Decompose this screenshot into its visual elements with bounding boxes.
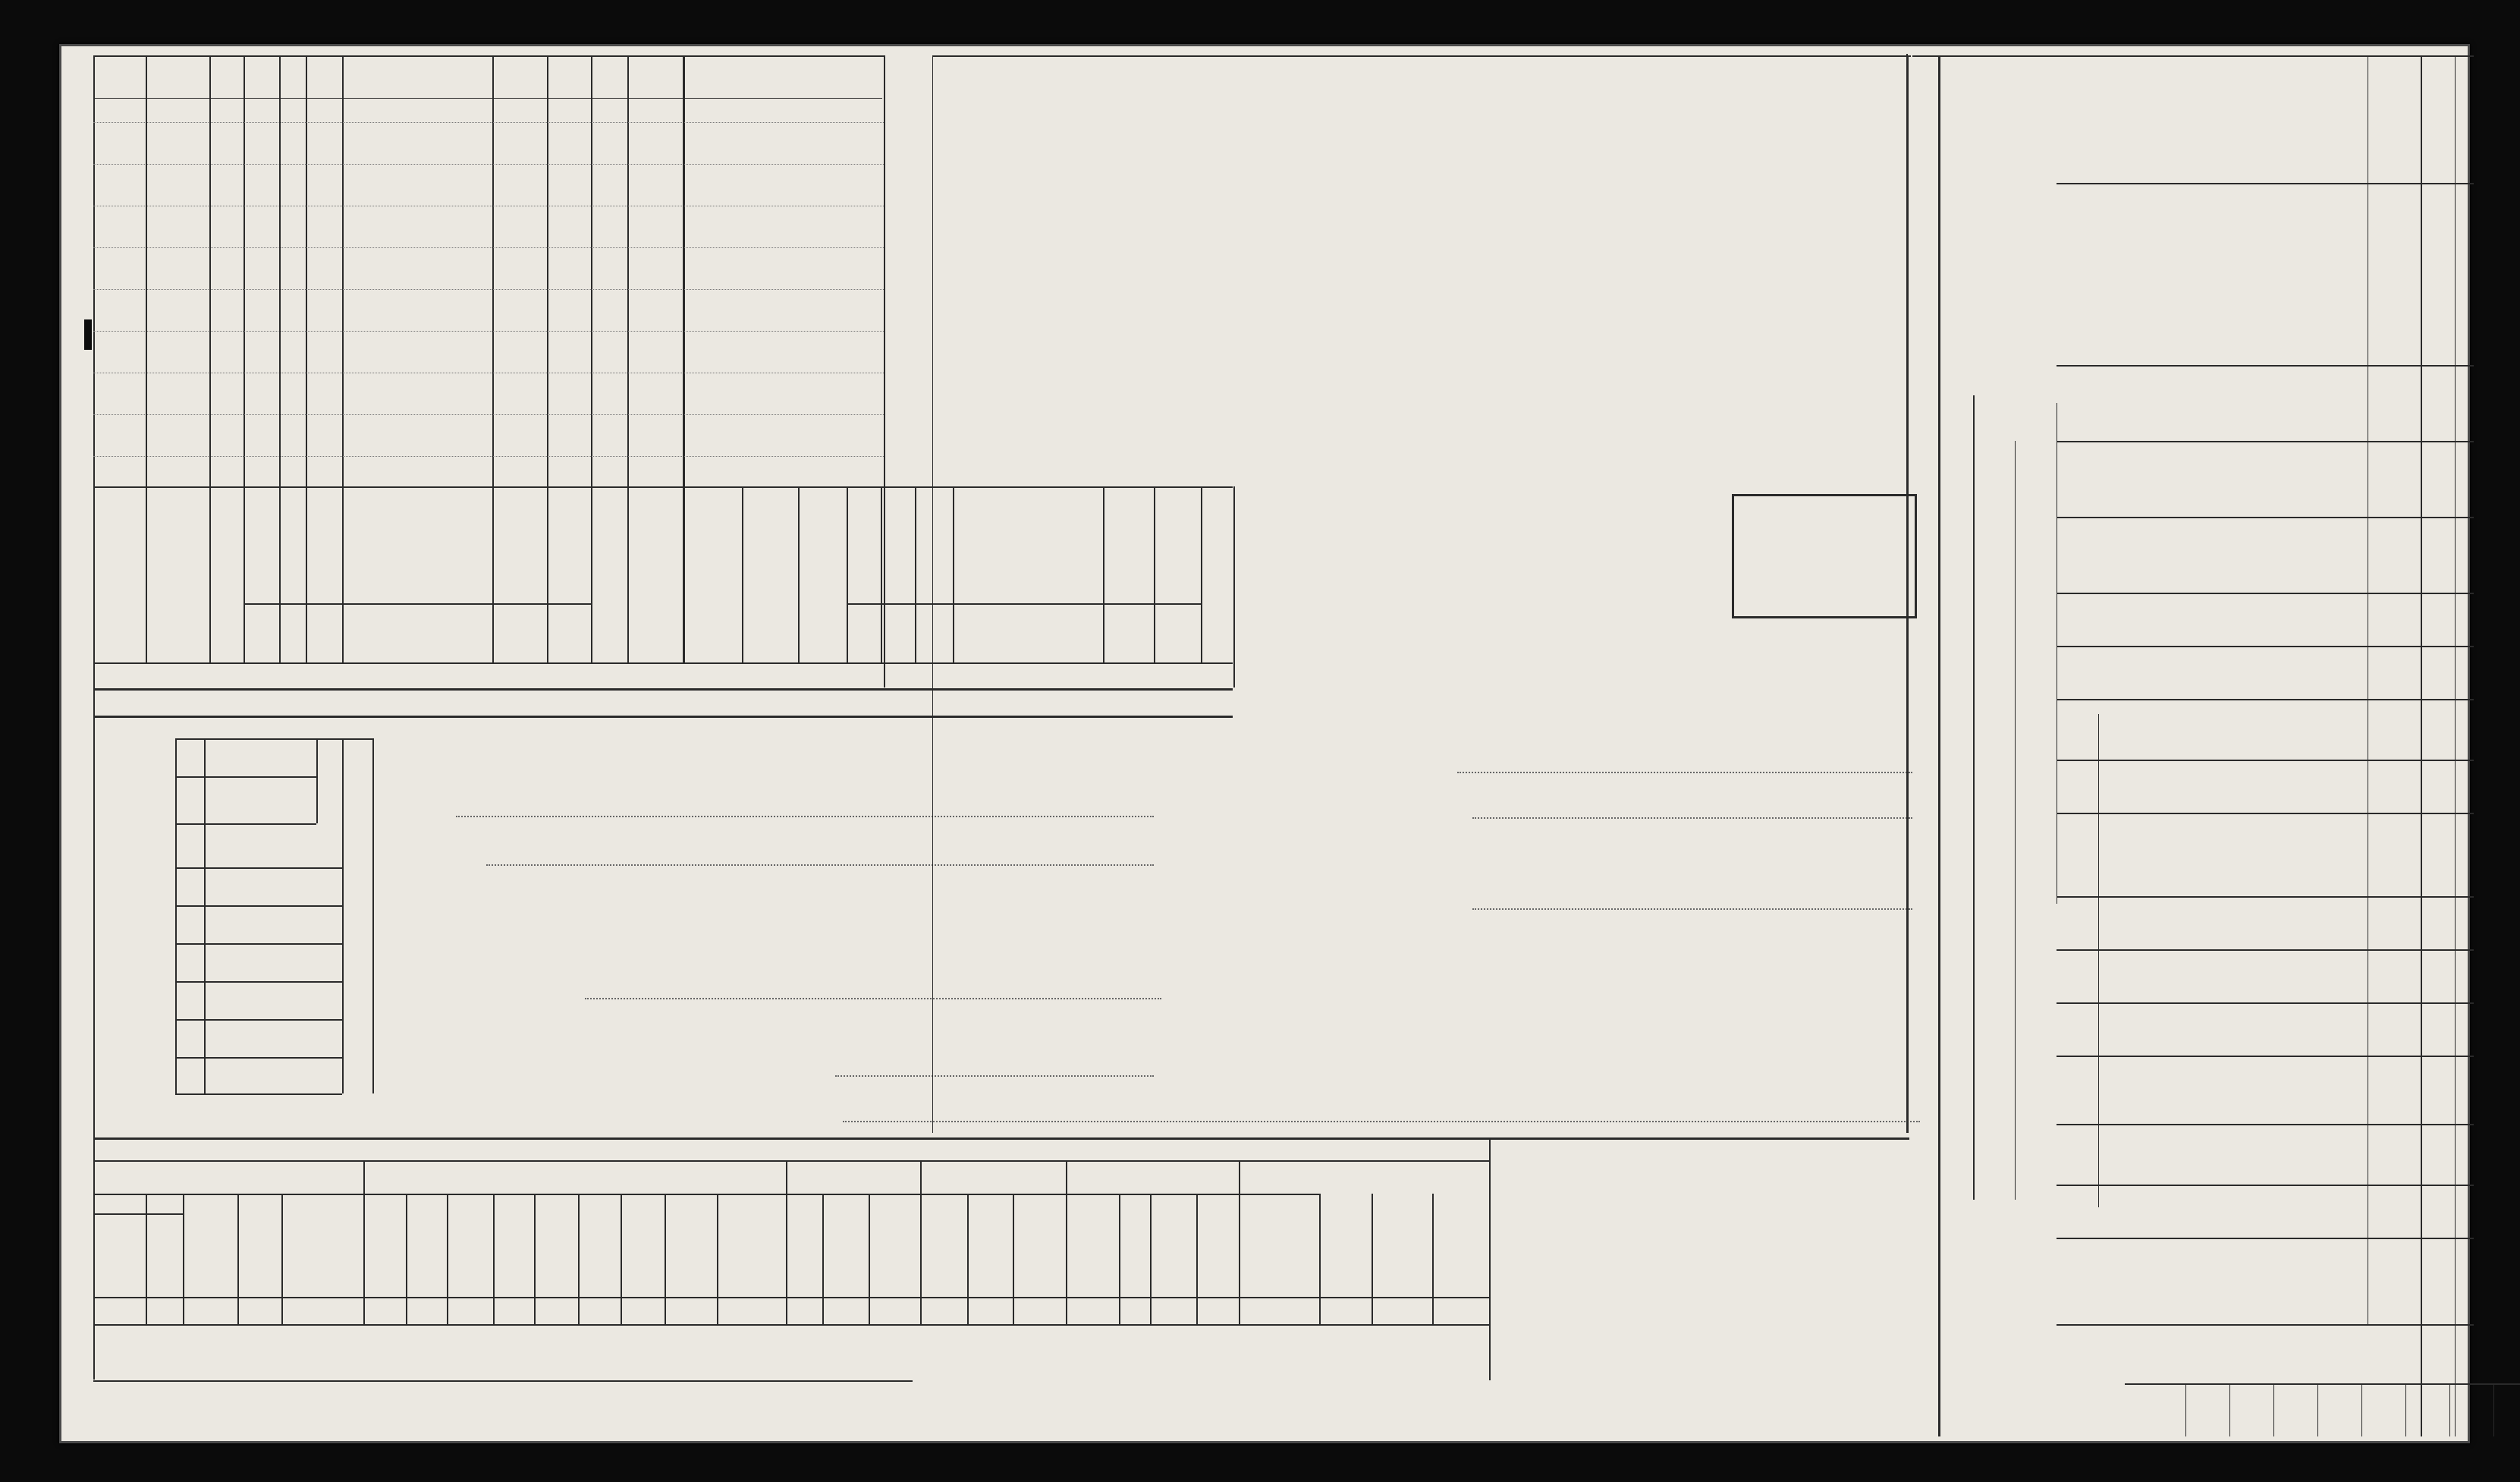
field-underline [486, 864, 1154, 866]
field-underline [843, 1121, 1920, 1122]
field-underline [1472, 908, 1912, 910]
rule-line [884, 486, 1233, 488]
rule-line [93, 1297, 1489, 1298]
column-label [1202, 512, 1232, 662]
land-column-label [2368, 367, 2421, 439]
land-column-number [2422, 1124, 2454, 1185]
land-column-number [2422, 55, 2454, 183]
rule-line [244, 603, 342, 605]
census-card [59, 44, 2470, 1443]
land-column-number [2422, 1185, 2454, 1238]
row-line [93, 331, 884, 332]
column-label [495, 1197, 533, 1294]
row-line [93, 289, 884, 290]
rule-line [363, 1194, 786, 1195]
row-line [93, 122, 884, 123]
land-column-number [2422, 760, 2454, 813]
column-label [365, 1197, 404, 1294]
rule-line [1973, 395, 1975, 1200]
land-column-label [2368, 1125, 2421, 1183]
plows-group-label [318, 740, 341, 822]
land-row-label [2405, 1385, 2448, 1433]
inventory-number [177, 823, 203, 867]
column-label [629, 512, 681, 662]
column-label [580, 1197, 619, 1294]
rule-line [1489, 1137, 1491, 1380]
column-label [743, 512, 797, 662]
rule-line [1233, 486, 1235, 688]
rule-line [932, 55, 933, 1133]
rule-line [372, 738, 374, 1093]
rule-line [847, 603, 953, 605]
inventory-number [177, 867, 203, 905]
land-column-label [2368, 1004, 2421, 1054]
column-label [147, 1215, 181, 1294]
inventory-number [177, 1019, 203, 1057]
column-label [1155, 512, 1199, 603]
field-underline [835, 1075, 1154, 1077]
rule-line [953, 486, 954, 662]
land-column-number [2422, 813, 2454, 896]
land-row-label [2361, 1385, 2404, 1433]
column-label [1104, 512, 1152, 603]
ukreplennye-label [2016, 919, 2056, 1109]
rule-line [93, 1194, 363, 1195]
column-label [1152, 1197, 1195, 1294]
field-underline [1472, 817, 1912, 819]
land-column-label [2368, 1186, 2421, 1236]
field-underline [1457, 772, 1912, 773]
land-column-label [2368, 1239, 2421, 1323]
column-label [1434, 1197, 1488, 1294]
nadel-label [1940, 1109, 1972, 1291]
column-label [882, 512, 913, 603]
rule-line [2015, 441, 2016, 1200]
column-label [245, 512, 278, 603]
column-label [684, 512, 740, 662]
column-label [147, 512, 208, 662]
column-label [718, 1197, 784, 1294]
land-row-label [2449, 1385, 2492, 1433]
land-column-label [2368, 1057, 2421, 1122]
column-label [1014, 1197, 1064, 1294]
land-column-label [2368, 814, 2421, 895]
rule-line [372, 738, 374, 740]
land-column-number [2422, 517, 2454, 593]
land-column-label [2368, 594, 2421, 644]
land-column-label [2368, 951, 2421, 1001]
land-column-number [2422, 365, 2454, 441]
land-column-number [2422, 593, 2454, 646]
edinolichnye-label [1975, 577, 2014, 760]
row-line [93, 164, 884, 165]
land-main-title [1912, 441, 1938, 1109]
rule-line [1119, 1194, 1319, 1195]
column-label [592, 512, 626, 662]
land-row-label [2273, 1385, 2316, 1433]
land-column-label [2368, 184, 2421, 363]
kuplya-label [1940, 395, 1972, 760]
inventory-title [344, 761, 371, 1080]
rule-line [93, 1160, 1489, 1162]
rule-line [492, 55, 493, 486]
rule-line [2098, 714, 2099, 1207]
land-column-number [2422, 896, 2454, 949]
rule-line [342, 55, 343, 486]
column-label [307, 512, 341, 603]
column-label [239, 1197, 280, 1294]
field-underline [456, 816, 1154, 817]
column-label [1240, 1197, 1318, 1294]
column-label [1198, 1197, 1237, 1294]
land-column-label [2368, 700, 2421, 758]
rule-line [204, 738, 206, 1093]
ink-mark [84, 319, 92, 350]
column-label [407, 1197, 445, 1294]
inventory-number [177, 1057, 203, 1093]
land-column-label [2368, 647, 2421, 697]
rule-line [93, 662, 1233, 664]
rule-line [209, 55, 210, 486]
rule-line [591, 55, 592, 486]
column-label [800, 512, 845, 662]
obshchinnye-label [1975, 851, 2014, 1078]
column-label [448, 1197, 492, 1294]
prochie-label [1940, 251, 1975, 388]
land-column-label [2368, 761, 2421, 811]
land-column-label [2368, 57, 2421, 181]
rule-line [279, 55, 280, 486]
row-line [93, 414, 884, 415]
land-column-number [2422, 949, 2454, 1002]
land-row-label [2141, 1385, 2184, 1433]
inventory-number [177, 943, 203, 981]
column-label [870, 1197, 919, 1294]
land-column-number [2422, 1238, 2454, 1324]
column-label [95, 512, 144, 662]
column-label [969, 1197, 1011, 1294]
rule-line [175, 1093, 342, 1095]
column-label [922, 1197, 966, 1294]
field-underline [585, 998, 1161, 999]
column-label [536, 1197, 577, 1294]
land-column-number [2422, 1056, 2454, 1124]
column-label [184, 1197, 236, 1294]
column-label [1321, 1197, 1370, 1294]
column-label [824, 1197, 867, 1294]
column-label [848, 512, 879, 603]
column-label [548, 512, 589, 603]
land-column-label [2368, 442, 2421, 515]
land-column-number [2422, 183, 2454, 365]
column-label [916, 512, 951, 603]
land-column-number [2422, 441, 2454, 517]
column-label [1373, 1197, 1431, 1294]
rule-line [93, 688, 1233, 691]
land-row-label [2185, 1385, 2228, 1433]
rule-line [2493, 1383, 2494, 1436]
column-label [666, 1197, 715, 1294]
inventory-number [177, 905, 203, 943]
column-label [95, 1215, 144, 1294]
column-label [1067, 1197, 1117, 1294]
rule-line [93, 1137, 1909, 1140]
rule-line [342, 603, 591, 605]
land-row-label [2317, 1385, 2360, 1433]
card-number-box [1732, 494, 1917, 618]
column-label [283, 1197, 362, 1294]
column-label [787, 1197, 821, 1294]
rule-line [953, 603, 1201, 605]
inventory-number [177, 776, 203, 823]
rule-line [547, 55, 548, 486]
column-label [211, 512, 242, 662]
row-line [93, 456, 884, 457]
rule-line [967, 1194, 1119, 1195]
podvorno-label [1975, 1185, 2014, 1351]
land-column-number [2422, 646, 2454, 699]
rule-line [932, 55, 1911, 57]
inventory-number [177, 738, 203, 776]
row-line [93, 247, 884, 248]
rule-line [786, 1194, 967, 1195]
rule-line [627, 55, 628, 486]
land-column-number [2422, 699, 2454, 760]
land-column-label [2368, 898, 2421, 948]
column-label [1120, 1197, 1148, 1294]
land-row-label [2229, 1385, 2272, 1433]
rule-line [93, 1324, 1489, 1326]
rule-line [93, 716, 1233, 718]
column-label [622, 1197, 663, 1294]
land-column-number [2422, 1002, 2454, 1056]
column-label [281, 512, 304, 603]
column-label [494, 512, 545, 603]
rule-line [2455, 55, 2456, 1436]
land-column-label [2368, 518, 2421, 591]
inventory-number [177, 981, 203, 1019]
